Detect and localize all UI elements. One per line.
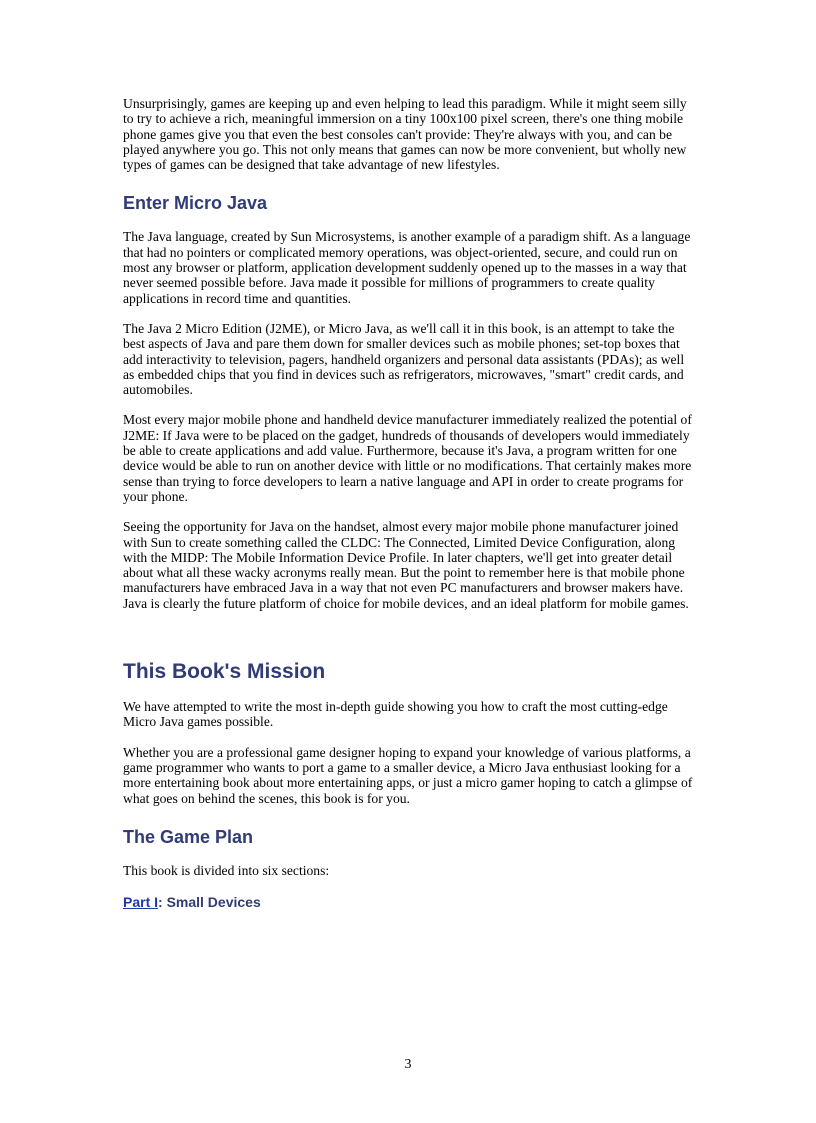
paragraph-intro: Unsurprisingly, games are keeping up and even helping to lead this paradigm. While it might seem silly to try to achieve a rich, meaningful immersion on a tiny 100x100 pixel screen, there's one thing mobile phone games give you that even the best consoles can't provide: They're always with you, and can be played anywhere you go. This not only means that games can now be more convenient, but wholly new types of games can be designed that take advantage of new lifestyles. xyxy=(123,96,687,173)
part-i-link[interactable]: Part I xyxy=(123,894,159,911)
paragraph-mission: We have attempted to write the most in-depth guide showing you how to craft the most cutting-edge Micro Java games possible. xyxy=(123,699,668,730)
heading-book-mission: This Book's Mission xyxy=(123,660,326,684)
paragraph-manufacturers: Most every major mobile phone and handheld device manufacturer immediately realized the potential of J2ME: If Java were to be placed on the gadget, hundreds of thousands of developers would immediately be able to create applications and add value. Furthermore, because it's Java, a program written for one device would be able to run on another device with little or no modifications. That certainly makes more sense than trying to force developers to learn a native language and API in order to create programs for your phone. xyxy=(123,412,692,504)
heading-enter-micro-java: Enter Micro Java xyxy=(123,193,268,214)
part-title: : Small Devices xyxy=(158,894,261,911)
part-heading xyxy=(123,893,693,911)
paragraph-java-language: The Java language, created by Sun Microsystems, is another example of a paradigm shift. As a language that had no pointers or complicated memory operations, was object-oriented, secure, and could run on most any browser or platform, application development suddenly opened up to the masses in a way that never seemed possible before. Java made it possible for millions of programmers to create quality applications in record time and quantities. xyxy=(123,229,691,306)
heading-game-plan: The Game Plan xyxy=(123,826,254,847)
document-page xyxy=(123,96,693,911)
paragraph-sections: This book is divided into six sections: xyxy=(123,862,330,878)
page-number: 3 xyxy=(404,1057,412,1072)
paragraph-cldc-midp: Seeing the opportunity for Java on the handset, almost every major mobile phone manufacturer joined with Sun to create something called the CLDC: The Connected, Limited Device Configuration, along with the MIDP: The Mobile Information Device Profile. In later chapters, we'll get into greater detail about what all these wacky acronyms really mean. But the point to remember here is that mobile phone manufacturers have embraced Java in a way that not even PC manufacturers and browser makers have. Java is clearly the future platform of choice for mobile devices, and an ideal platform for mobile games. xyxy=(123,519,689,611)
paragraph-audience: Whether you are a professional game designer hoping to expand your knowledge of various platforms, a game programmer who wants to port a game to a smaller device, a Micro Java enthusiast looking for a more entertaining book about more entertaining apps, or just a micro gamer hoping to catch a glimpse of what goes on behind the scenes, this book is for you. xyxy=(123,744,693,806)
paragraph-j2me: The Java 2 Micro Edition (J2ME), or Micro Java, as we'll call it in this book, is an attempt to take the best aspects of Java and pare them down for smaller devices such as mobile phones; set-top boxes that add interactivity to television, pagers, handheld organizers and personal data assistants (PDAs); as well as embedded chips that you find in devices such as refrigerators, microwaves, "smart" credit cards, and automobiles. xyxy=(123,320,685,398)
